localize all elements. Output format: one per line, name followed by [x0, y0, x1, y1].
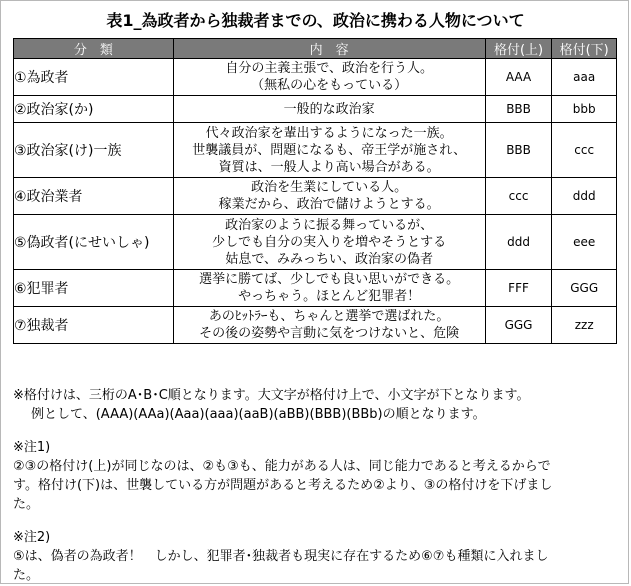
row-rank-lower: zzz — [552, 307, 617, 344]
note-main-line: ※格付けは、三桁のA･B･C順となります。大文字が格付け上で、小文字が下となります。 — [13, 388, 530, 403]
row-content — [173, 178, 485, 215]
row-category: ④政治業者 — [14, 178, 174, 215]
content-line: やっちゃう。ほとんど犯罪者！ — [238, 289, 421, 304]
row-content — [173, 59, 485, 96]
row-rank-upper: AAA — [485, 59, 552, 96]
header-rank-lower: 格付(下) — [552, 39, 617, 59]
row-content — [173, 96, 485, 123]
content-line: 一般的な政治家 — [283, 101, 375, 117]
content-line: 少しでも自分の実入りを増やそうとする — [212, 234, 447, 250]
row-category: ①為政者 — [14, 59, 174, 96]
row-rank-upper: ddd — [485, 215, 552, 270]
table-row — [14, 215, 617, 270]
row-rank-upper: GGG — [485, 307, 552, 344]
row-rank-lower: ddd — [552, 178, 617, 215]
note2-line: た。 — [13, 568, 40, 583]
content-line: 稼業だから、政治で儲けようとする。 — [218, 197, 440, 212]
content-line: 世襲議員が、問題になるも、帝王学が施され、 — [192, 142, 467, 158]
row-content — [173, 307, 485, 344]
notes-section — [13, 386, 617, 585]
content-line: （無私の心をもっている） — [251, 78, 408, 93]
row-category: ⑥犯罪者 — [14, 270, 174, 307]
row-category: ⑦独裁者 — [14, 307, 174, 344]
note2-heading: ※注2) — [13, 530, 51, 545]
row-rank-lower: eee — [552, 215, 617, 270]
row-rank-upper: ccc — [485, 178, 552, 215]
content-line: 政治を生業にしている人。 — [251, 180, 408, 195]
table-title: 表1_為政者から独裁者までの、政治に携わる人物について — [106, 11, 525, 30]
row-rank-upper: FFF — [485, 270, 552, 307]
row-content — [173, 123, 485, 178]
table-row — [14, 123, 617, 178]
header-category: 分 類 — [14, 39, 174, 59]
table-row — [14, 178, 617, 215]
note1-line: ②③の格付け(上)が同じなのは、②も③も、能力がある人は、同じ能力であると考えるからで — [13, 459, 551, 474]
header-rank-upper: 格付(上) — [485, 39, 552, 59]
content-line: 姑息で、みみっちい、政治家の偽者 — [225, 251, 434, 267]
note1-line: た。 — [13, 497, 40, 512]
row-rank-lower: GGG — [552, 270, 617, 307]
content-line: 自分の主義主張で、政治を行う人。 — [225, 61, 434, 76]
table-row — [14, 270, 617, 307]
row-category: ⑤偽政者(にせいしゃ) — [14, 215, 174, 270]
row-rank-lower: aaa — [552, 59, 617, 96]
row-category: ③政治家(け)一族 — [14, 123, 174, 178]
table-row — [14, 96, 617, 123]
row-rank-upper: BBB — [485, 96, 552, 123]
row-rank-upper: BBB — [485, 123, 552, 178]
row-content — [173, 215, 485, 270]
row-content — [173, 270, 485, 307]
note1-heading: ※注1) — [13, 440, 51, 455]
content-line: 資質は、一般人より高い場合がある。 — [218, 159, 440, 175]
politician-table — [13, 38, 617, 344]
content-line: 政治家のように振る舞っているが、 — [225, 217, 434, 233]
content-line: その後の姿勢や言動に気をつけないと、危険 — [199, 326, 460, 341]
row-rank-lower: ccc — [552, 123, 617, 178]
row-rank-lower: bbb — [552, 96, 617, 123]
table-row — [14, 59, 617, 96]
header-content: 内 容 — [173, 39, 485, 59]
table-row — [14, 307, 617, 344]
note1-line: す。格付け(下)は、世襲している方が問題があると考えるため②より、③の格付けを下げまし — [13, 478, 553, 493]
content-line: 代々政治家を輩出するようになった一族。 — [205, 125, 453, 141]
content-line: あのﾋｯﾄﾗｰも、ちゃんと選挙で選ばれた。 — [208, 309, 450, 324]
content-line: 選挙に勝てば、少しでも良い思いができる。 — [199, 272, 460, 287]
header-row — [14, 39, 617, 59]
note2-line: ⑤は、偽者の為政者！ しかし、犯罪者･独裁者も現実に存在するため⑥⑦も種類に入れまし — [13, 549, 549, 564]
note-main-example: 例として、(AAA)(AAa)(Aaa)(aaa)(aaB)(aBB)(BBB)(BBb)の順となります。 — [31, 407, 486, 422]
row-category: ②政治家(か) — [14, 96, 174, 123]
